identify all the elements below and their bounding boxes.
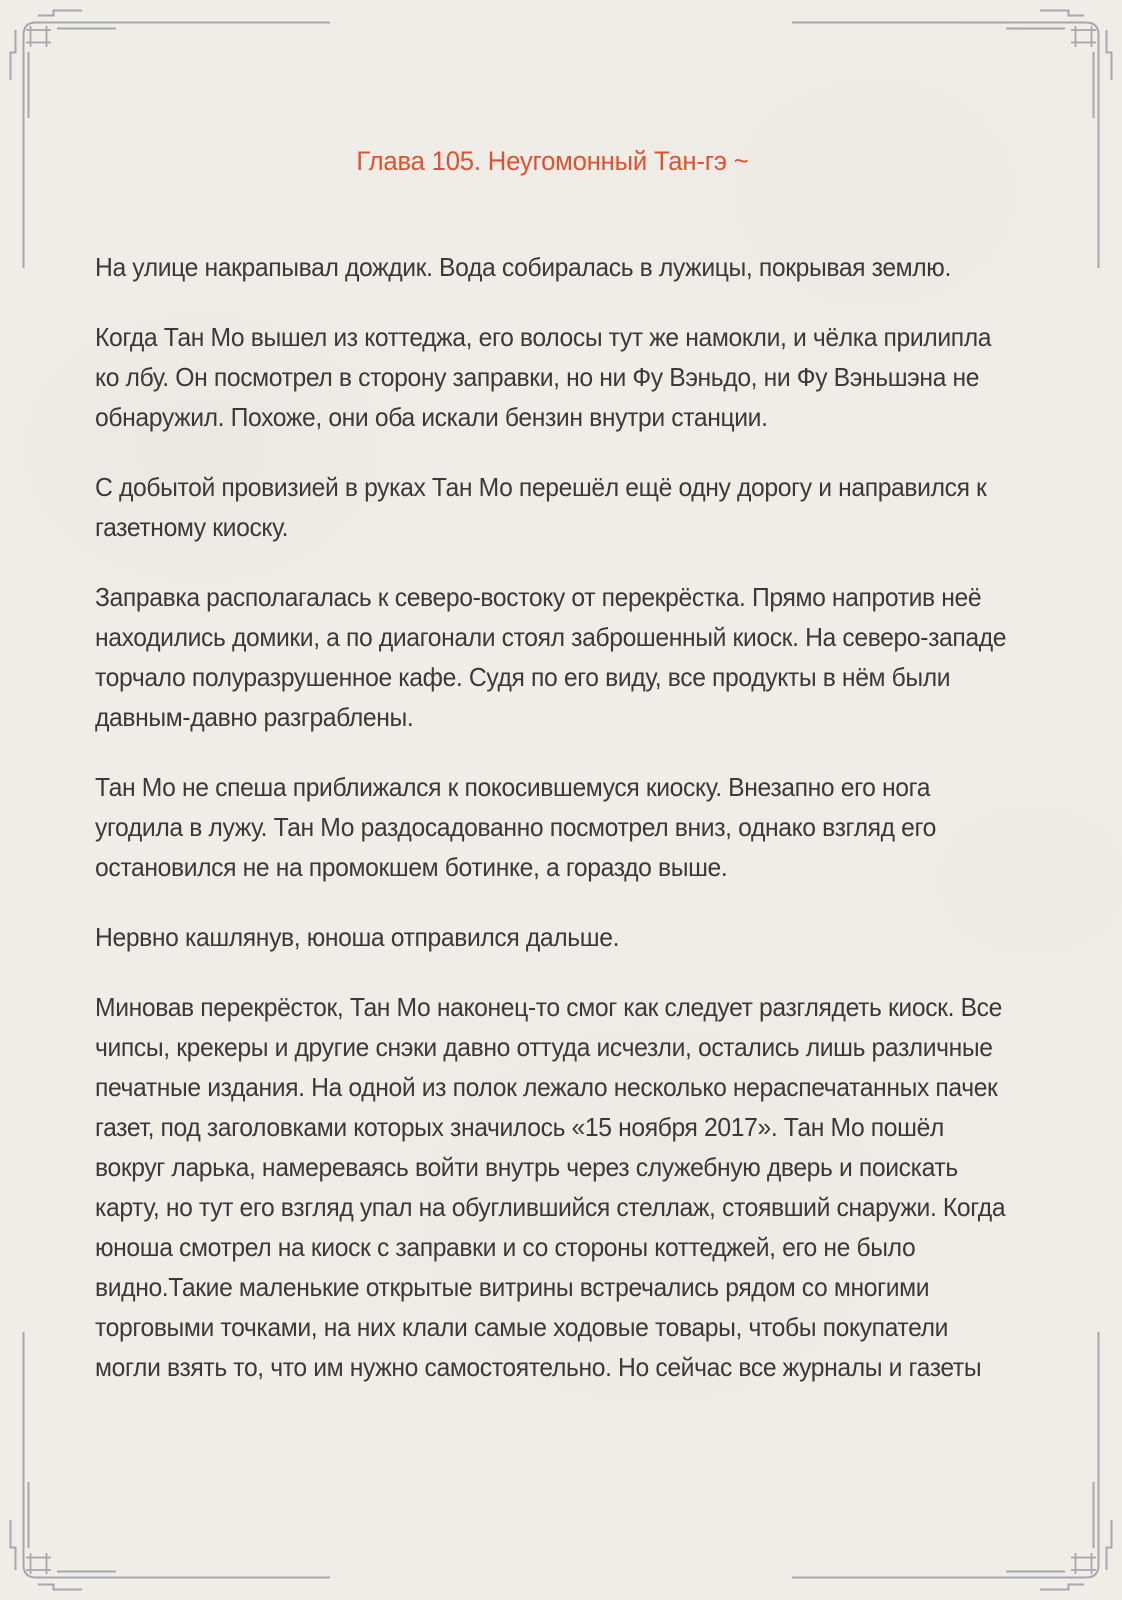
- corner-square-ornament: [26, 26, 51, 47]
- chapter-content: [95, 146, 1010, 1417]
- paragraph: Нервно кашлянув, юноша отправился дальше.: [95, 922, 620, 952]
- paragraph: На улице накрапывал дождик. Вода собиралась в лужицы, покрывая землю.: [95, 252, 951, 282]
- paragraph: С добытой провизией в руках Тан Мо перешёл ещё одну дорогу и направился к газетному киоску.: [95, 472, 987, 542]
- corner-step-line-left: [11, 30, 16, 80]
- paragraph: Заправка располагалась к северо-востоку от перекрёстка. Прямо напротив неё находились домики, а по диагонали стоял заброшенный киоск. На северо-западе торчало полуразрушенное кафе. Судя по его виду, все продукты в нём были давным-давно разграблены.: [95, 582, 1007, 732]
- paragraph: Тан Мо не спеша приближался к покосившемуся киоску. Внезапно его нога угодила в лужу. Тан Мо раздосадованно посмотрел вниз, однако взгляд его остановился не на промокшем ботинке, а гораздо выше.: [95, 772, 936, 882]
- paragraph: Когда Тан Мо вышел из коттеджа, его волосы тут же намокли, и чёлка прилипла ко лбу. Он посмотрел в сторону заправки, но ни Фу Вэньдо, ни Фу Вэньшэна не обнаружил. Похоже, они оба искали бензин внутри станции.: [95, 322, 992, 432]
- paragraph: Миновав перекрёсток, Тан Мо наконец-то смог как следует разглядеть киоск. Все чипсы, крекеры и другие снэки давно оттуда исчезли, остались лишь различные печатные издания. На одной из полок лежало несколько нераспечатанных пачек газет, под заголовками которых значилось «15 ноября 2017». Тан Мо пошёл вокруг ларька, намереваясь войти внутрь через служебную дверь и поискать карту, но тут его взгляд упал на обуглившийся стеллаж, стоявший снаружи. Когда юноша смотрел на киоск с заправки и со стороны коттеджей, его не было видно.Такие маленькие открытые витрины встречались рядом со многими торговыми точками, на них клали самые ходовые товары, чтобы покупатели могли взять то, что им нужно самостоятельно. Но сейчас все журналы и газеты: [95, 992, 1006, 1382]
- corner-step-line-top: [38, 11, 82, 16]
- paragraphs: [95, 247, 1010, 1387]
- chapter-title: Глава 105. Неугомонный Тан-гэ ~: [356, 146, 749, 176]
